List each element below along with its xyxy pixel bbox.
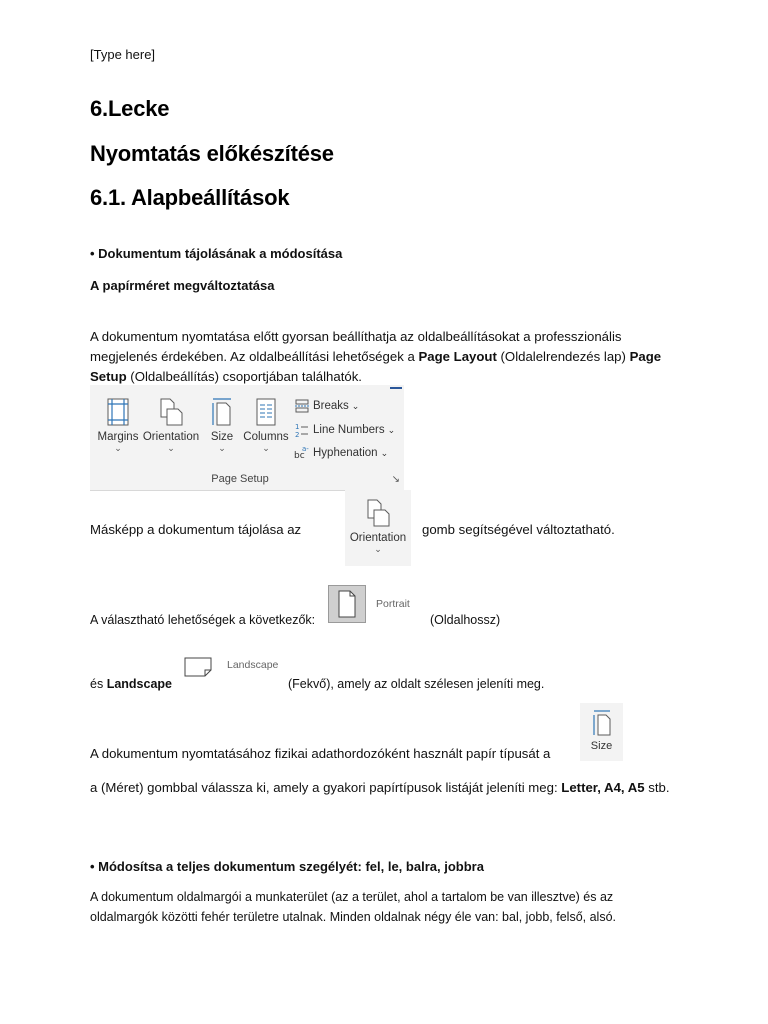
orientation-label: Orientation [142,431,200,443]
landscape-and: és [90,677,107,691]
size-desc-text-2: stb. [644,780,670,795]
orientation-text-before: Másképp a dokumentum tájolása az [90,522,302,537]
options-text: A választható lehetőségek a következők: [90,613,316,627]
size-chevron-icon: ⌄ [218,443,226,453]
landscape-bold: Landscape [106,677,172,691]
hyphenation-chevron-icon: ⌄ [380,447,389,458]
bullet-paper-size: A papírméret megváltoztatása [90,278,275,293]
line-numbers-button[interactable] [294,422,395,438]
breaks-button[interactable] [294,399,359,413]
hyphenation-button[interactable] [294,445,388,461]
intro-text-3: (Oldalbeállítás) csoportjában találhatók. [126,369,362,384]
intro-text-1: A dokumentum nyomtatása előtt gyorsan beállíthatja az oldalbeállításokat a professzionális megjelenés érdekében. Az oldalbeállítási lehetőségek a [90,329,622,364]
svg-text:a-: a- [302,445,309,453]
portrait-page-icon [337,590,357,618]
page-setup-group-label: Page Setup [211,473,269,485]
landscape-label: Landscape [227,659,279,671]
orientation-button-chevron-icon: ⌄ [374,544,382,554]
svg-text:1: 1 [295,423,300,431]
svg-text:bc: bc [294,451,305,461]
columns-icon [253,397,279,427]
header-placeholder[interactable]: [Type here] [90,47,156,62]
orientation-chevron-icon: ⌄ [167,443,175,453]
portrait-label: Portrait [376,598,410,610]
portrait-hungarian: (Oldalhossz) [430,613,501,627]
columns-button[interactable] [242,397,290,453]
size-label: Size [210,431,234,443]
hyphenation-icon [294,445,310,461]
orientation-text-after: gomb segítségével változtatható. [422,522,615,537]
orientation-button-label: Orientation [349,532,407,544]
breaks-icon [294,399,310,413]
margins-label: Margins [97,431,139,443]
breaks-chevron-icon: ⌄ [351,400,360,411]
dialog-launcher-icon[interactable]: ↘ [391,474,400,485]
bullet-borders: • Módosítsa a teljes dokumentum szegélyét: fel, le, balra, jobbra [90,859,484,874]
page-setup-ribbon [90,385,404,491]
intro-text-2: (Oldalelrendezés lap) [496,349,630,364]
bullet-orientation: • Dokumentum tájolásának a módosítása [90,246,343,261]
lesson-heading: 6.Lecke [90,96,170,121]
section-heading: 6.1. Alapbeállítások [90,185,290,210]
landscape-page-icon [184,657,212,677]
hyphenation-label: Hyphenation [313,447,378,459]
page-title: Nyomtatás előkészítése [90,141,334,166]
size-button-label: Size [590,740,613,752]
size-desc-paper-types: Letter, A4, A5 [561,780,645,795]
landscape-text-after: (Fekvő), amely az oldalt szélesen jeleníti meg. [288,677,545,691]
size-desc-text-1: a (Méret) gombbal válassza ki, amely a gyakori papírtípusok listáját jeleníti meg: [90,780,562,795]
size-ribbon-button[interactable] [204,397,240,453]
intro-paragraph [90,327,690,387]
size-text-before: A dokumentum nyomtatásához fizikai adathordozóként használt papír típusát a [90,746,551,761]
landscape-text-before [90,677,172,691]
line-numbers-icon [294,422,310,438]
orientation-ribbon-button[interactable] [142,397,200,453]
margins-description: A dokumentum oldalmargói a munkaterület (az a terület, ahol a tartalom be van illesztve) és az oldalmargók közötti fehér területre utalnak. Minden oldalnak négy éle van: bal, jobb, felső, alsó. [90,890,617,924]
size-description [90,778,690,798]
ribbon-accent [390,387,402,389]
margins-icon [105,397,131,427]
orientation-button-image [345,490,411,566]
line-numbers-label: Line Numbers [313,424,385,436]
intro-page-layout: Page Layout [418,349,497,364]
columns-chevron-icon: ⌄ [262,443,270,453]
columns-label: Columns [243,431,289,443]
svg-text:2: 2 [295,431,300,438]
size-icon [209,397,235,427]
size-button-image [580,703,623,761]
margins-button[interactable] [96,397,140,453]
breaks-label: Breaks [313,400,349,412]
orientation-icon [157,397,185,427]
margins-chevron-icon: ⌄ [114,443,122,453]
line-numbers-chevron-icon: ⌄ [387,424,396,435]
size-icon [590,709,614,737]
intro-page-setup: Page Setup [90,349,662,384]
portrait-option-image [328,585,366,623]
orientation-icon [364,498,392,528]
